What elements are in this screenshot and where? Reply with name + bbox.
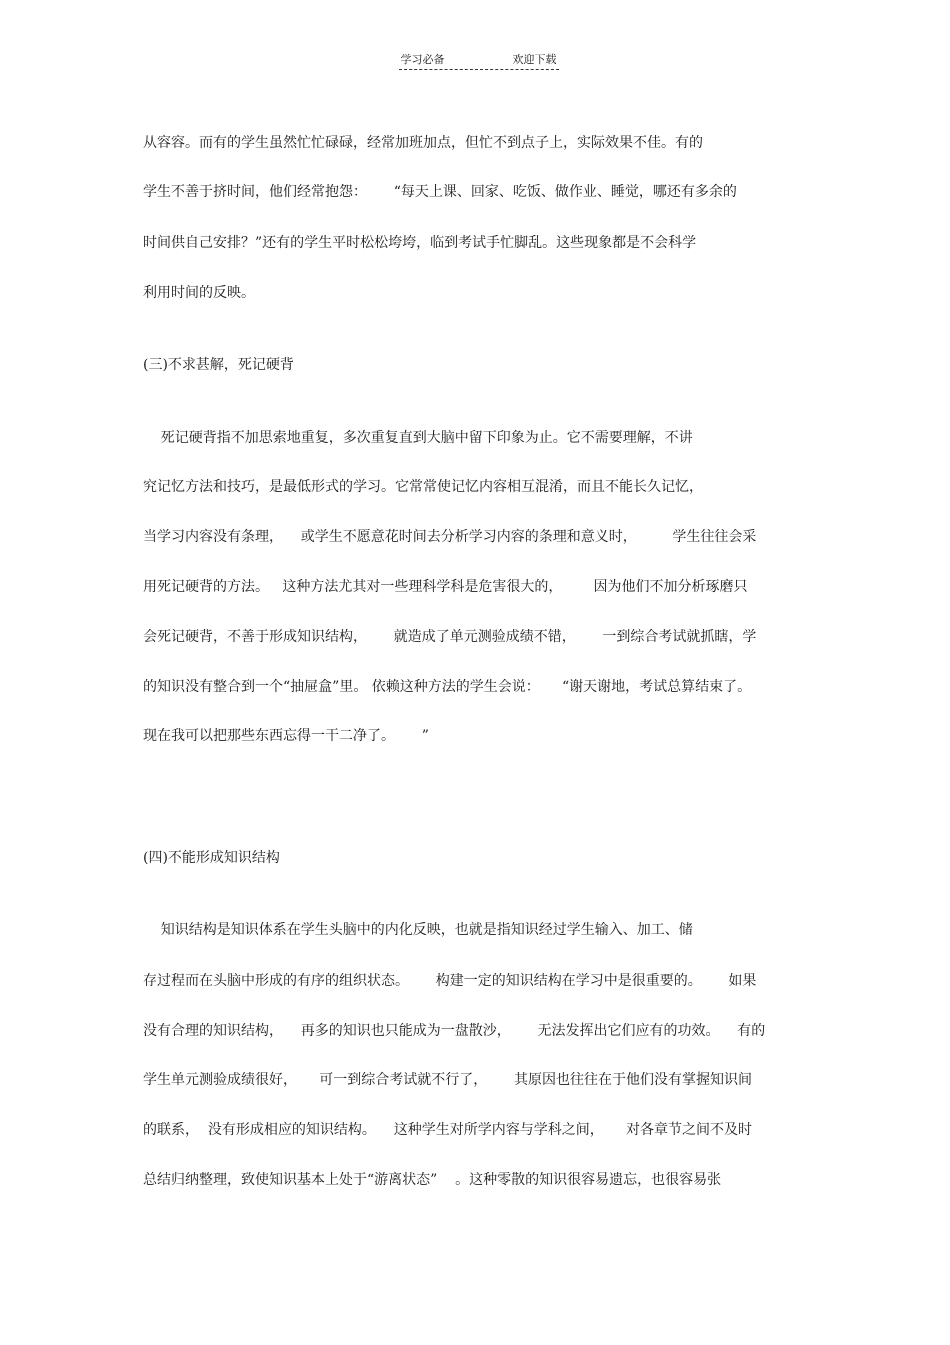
paragraph-line: 的联系， 没有形成相应的知识结构。 这种学生对所学内容与学科之间， 对各章节之间不及时	[143, 1122, 752, 1138]
header-right-text: 欢迎下载	[512, 53, 557, 66]
paragraph-line: 时间供自己安排？”还有的学生平时松松垮垮，临到考试手忙脚乱。这些现象都是不会科学	[143, 235, 697, 251]
paragraph-line: 学生不善于挤时间，他们经常抱怨： “每天上课、回家、吃饭、做作业、睡觉，哪还有多余的	[143, 184, 737, 200]
paragraph-line: 知识结构是知识体系在学生头脑中的内化反映，也就是指知识经过学生输入、加工、储	[143, 922, 693, 938]
section-heading: (三)不求甚解，死记硬背	[143, 357, 294, 373]
header-rule	[399, 51, 559, 70]
paragraph-line: 当学习内容没有条理， 或学生不愿意花时间去分析学习内容的条理和意义时， 学生往往会采	[143, 529, 757, 545]
paragraph-line: 利用时间的反映。	[143, 285, 255, 301]
paragraph-line: 死记硬背指不加思索地重复，多次重复直到大脑中留下印象为止。它不需要理解，不讲	[143, 430, 693, 446]
paragraph-line: 现在我可以把那些东西忘得一干二净了。 ”	[143, 728, 429, 744]
paragraph-line: 从容容。而有的学生虽然忙忙碌碌，经常加班加点，但忙不到点子上，实际效果不佳。有的	[143, 135, 703, 151]
header-left-text: 学习必备	[400, 53, 445, 66]
section-heading: (四)不能形成知识结构	[143, 850, 280, 866]
paragraph-line: 存过程而在头脑中形成的有序的组织状态。 构建一定的知识结构在学习中是很重要的。 如果	[143, 973, 757, 989]
paragraph-line: 会死记硬背，不善于形成知识结构， 就造成了单元测验成绩不错， 一到综合考试就抓瞎，学	[143, 629, 757, 645]
paragraph-line: 总结归纳整理，致使知识基本上处于“游离状态” 。这种零散的知识很容易遗忘，也很容易张	[143, 1172, 722, 1188]
page-header	[0, 38, 950, 70]
paragraph-line: 的知识没有整合到一个“抽屉盒”里。 依赖这种方法的学生会说： “谢天谢地，考试总算结束了。	[143, 679, 752, 695]
paragraph-line: 用死记硬背的方法。 这种方法尤其对一些理科学科是危害很大的， 因为他们不加分析琢磨只	[143, 579, 748, 595]
paragraph-line: 究记忆方法和技巧，是最低形式的学习。它常常使记忆内容相互混淆，而且不能长久记忆，	[143, 479, 703, 495]
paragraph-line: 没有合理的知识结构， 再多的知识也只能成为一盘散沙， 无法发挥出它们应有的功效。 有的	[143, 1023, 766, 1039]
paragraph-line: 学生单元测验成绩很好， 可一到综合考试就不行了， 其原因也往往在于他们没有掌握知识间	[143, 1072, 752, 1088]
